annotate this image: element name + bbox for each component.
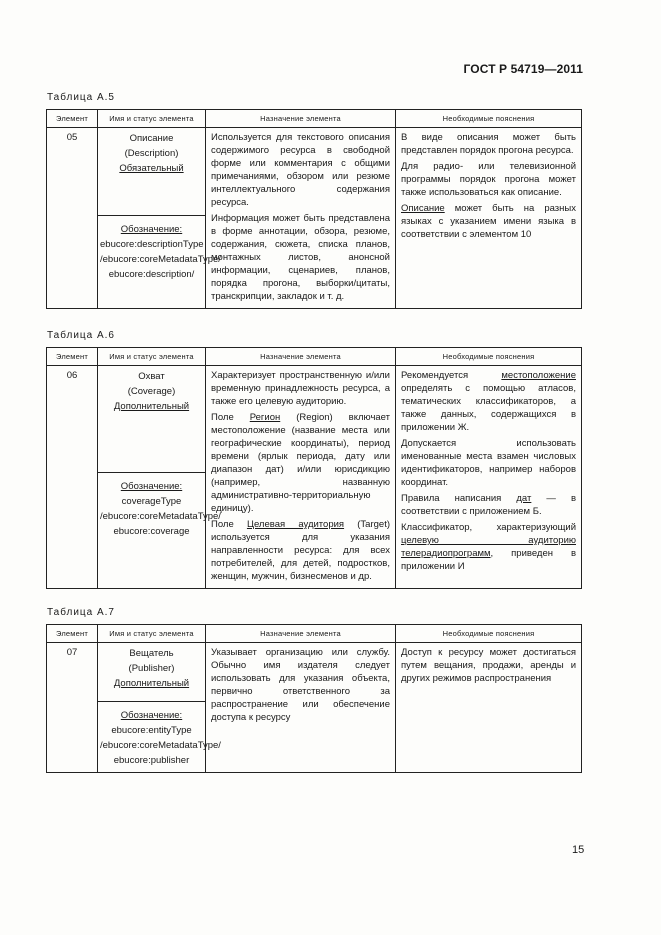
notes-paragraph: Для радио- или телевизионной программы порядок прогона может также использоваться как описание. bbox=[401, 161, 576, 198]
element-name-en: (Description) bbox=[124, 148, 179, 159]
element-name: Вещатель bbox=[129, 648, 174, 659]
purpose-paragraph: Указывает организацию или службу. Обычно имя издателя следует использовать для указания объекта, первично ответственного за распространение или обеспечение доступа к ресурсу bbox=[211, 647, 390, 723]
column-header-element: Элемент bbox=[47, 110, 98, 128]
term-location: местоположение bbox=[501, 370, 576, 381]
name-status-cell bbox=[98, 643, 221, 773]
notes-cell bbox=[396, 128, 582, 309]
designation-line: ebucore:descriptionType bbox=[100, 239, 204, 250]
designation-label: Обозначение: bbox=[120, 481, 183, 492]
table-caption-a6: Таблица А.6 bbox=[47, 330, 115, 341]
purpose-paragraph: Поле Регион (Region) включает местоположение (название места или географические координаты), период времени (ярлык периода, дату или диапазон дат) и/или юрисдикцию (например, названную административно-территориальную единицу). bbox=[211, 412, 390, 514]
purpose-cell bbox=[206, 128, 396, 309]
column-header-name-status: Имя и статус элемента bbox=[98, 110, 206, 128]
designation-label: Обозначение: bbox=[120, 224, 183, 235]
term-dates: дат bbox=[516, 493, 532, 504]
designation-line: /ebucore:coreMetadataType/ bbox=[100, 740, 221, 751]
table-caption-a7: Таблица А.7 bbox=[47, 607, 115, 618]
column-header-purpose: Назначение элемента bbox=[206, 348, 396, 366]
element-number: 05 bbox=[47, 128, 98, 309]
term-region: Регион bbox=[249, 412, 281, 423]
notes-paragraph: Рекомендуется местоположение определять с помощью атласов, тематических классификаторов, а также данных, содержащихся в приложении Ж. bbox=[401, 370, 576, 433]
notes-paragraph: Правила написания дат — в соответствии с приложением Б. bbox=[401, 493, 576, 517]
column-header-element: Элемент bbox=[47, 348, 98, 366]
notes-paragraph: В виде описания может быть представлен порядок прогона ресурса. bbox=[401, 132, 576, 156]
element-name-en: (Coverage) bbox=[127, 386, 176, 397]
notes-paragraph: Допускается использовать именованные места взамен числовых идентификаторов, например наборов координат. bbox=[401, 438, 576, 488]
name-status-cell bbox=[98, 128, 221, 309]
notes-paragraph: Описание может быть на разных языках с указанием имени языка в соответствии с элементом 10 bbox=[401, 203, 576, 240]
table-a5 bbox=[46, 109, 582, 309]
designation-line: /ebucore:coreMetadataType/ bbox=[100, 254, 221, 265]
designation-line: coverageType bbox=[121, 496, 182, 507]
element-status: Дополнительный bbox=[113, 678, 190, 689]
column-header-name-status: Имя и статус элемента bbox=[98, 625, 206, 643]
table-caption-a5: Таблица А.5 bbox=[47, 92, 115, 103]
column-header-purpose: Назначение элемента bbox=[206, 110, 396, 128]
purpose-paragraph: Характеризует пространственную и/или временную принадлежность ресурса, а также его целевую аудиторию. bbox=[211, 370, 390, 407]
element-number: 06 bbox=[47, 366, 98, 589]
column-header-notes: Необходимые пояснения bbox=[396, 348, 582, 366]
term-target-audience: Целевая аудитория bbox=[246, 519, 345, 530]
notes-paragraph: Доступ к ресурсу может достигаться путем вещания, продажи, аренды и других режимов распространения bbox=[401, 647, 576, 684]
purpose-cell bbox=[206, 643, 396, 773]
designation-label: Обозначение: bbox=[120, 710, 183, 721]
designation-line: ebucore:coverage bbox=[113, 526, 190, 537]
column-header-notes: Необходимые пояснения bbox=[396, 625, 582, 643]
purpose-cell bbox=[206, 366, 396, 589]
designation-line: /ebucore:coreMetadataType/ bbox=[100, 511, 221, 522]
notes-cell bbox=[396, 643, 582, 773]
column-header-purpose: Назначение элемента bbox=[206, 625, 396, 643]
element-name: Описание bbox=[129, 133, 174, 144]
element-status: Дополнительный bbox=[113, 401, 190, 412]
designation-line: ebucore:entityType bbox=[111, 725, 192, 736]
column-header-notes: Необходимые пояснения bbox=[396, 110, 582, 128]
element-number: 07 bbox=[47, 643, 98, 773]
element-status: Обязательный bbox=[119, 163, 184, 174]
page-number: 15 bbox=[572, 844, 585, 856]
term-target-audience-programs: целевую аудиторию телерадиопрограмм bbox=[401, 535, 576, 559]
term-description: Описание bbox=[401, 203, 445, 214]
purpose-paragraph: Информация может быть представлена в форме аннотации, обзора, резюме, содержания, сюжета, списка планов, монтажных листов, анонсной информации, сценариев, планов, порядка прогона, выборки/цитаты, транскрипции, закладок и т. д. bbox=[211, 213, 390, 302]
standard-code: ГОСТ Р 54719—2011 bbox=[463, 62, 583, 76]
designation-line: ebucore:publisher bbox=[113, 755, 190, 766]
table-a6 bbox=[46, 347, 582, 589]
element-name-en: (Publisher) bbox=[128, 663, 175, 674]
table-a7 bbox=[46, 624, 582, 773]
element-name: Охват bbox=[138, 371, 165, 382]
notes-paragraph: Классификатор, характеризующий целевую аудиторию телерадиопрограмм, приведен в приложении И bbox=[401, 522, 576, 572]
column-header-element: Элемент bbox=[47, 625, 98, 643]
purpose-paragraph: Используется для текстового описания содержимого ресурса в свободной форме или комментария с общими примечаниями, обзором или резюме интеллектуального содержания ресурса. bbox=[211, 132, 390, 208]
notes-cell bbox=[396, 366, 582, 589]
designation-line: ebucore:description/ bbox=[108, 269, 195, 280]
purpose-paragraph: Поле Целевая аудитория (Target) используется для указания направленности ресурса: для всех потребителей, для детей, подростков, женщин, мужчин, бизнесменов и др. bbox=[211, 519, 390, 582]
column-header-name-status: Имя и статус элемента bbox=[98, 348, 206, 366]
name-status-cell bbox=[98, 366, 221, 589]
